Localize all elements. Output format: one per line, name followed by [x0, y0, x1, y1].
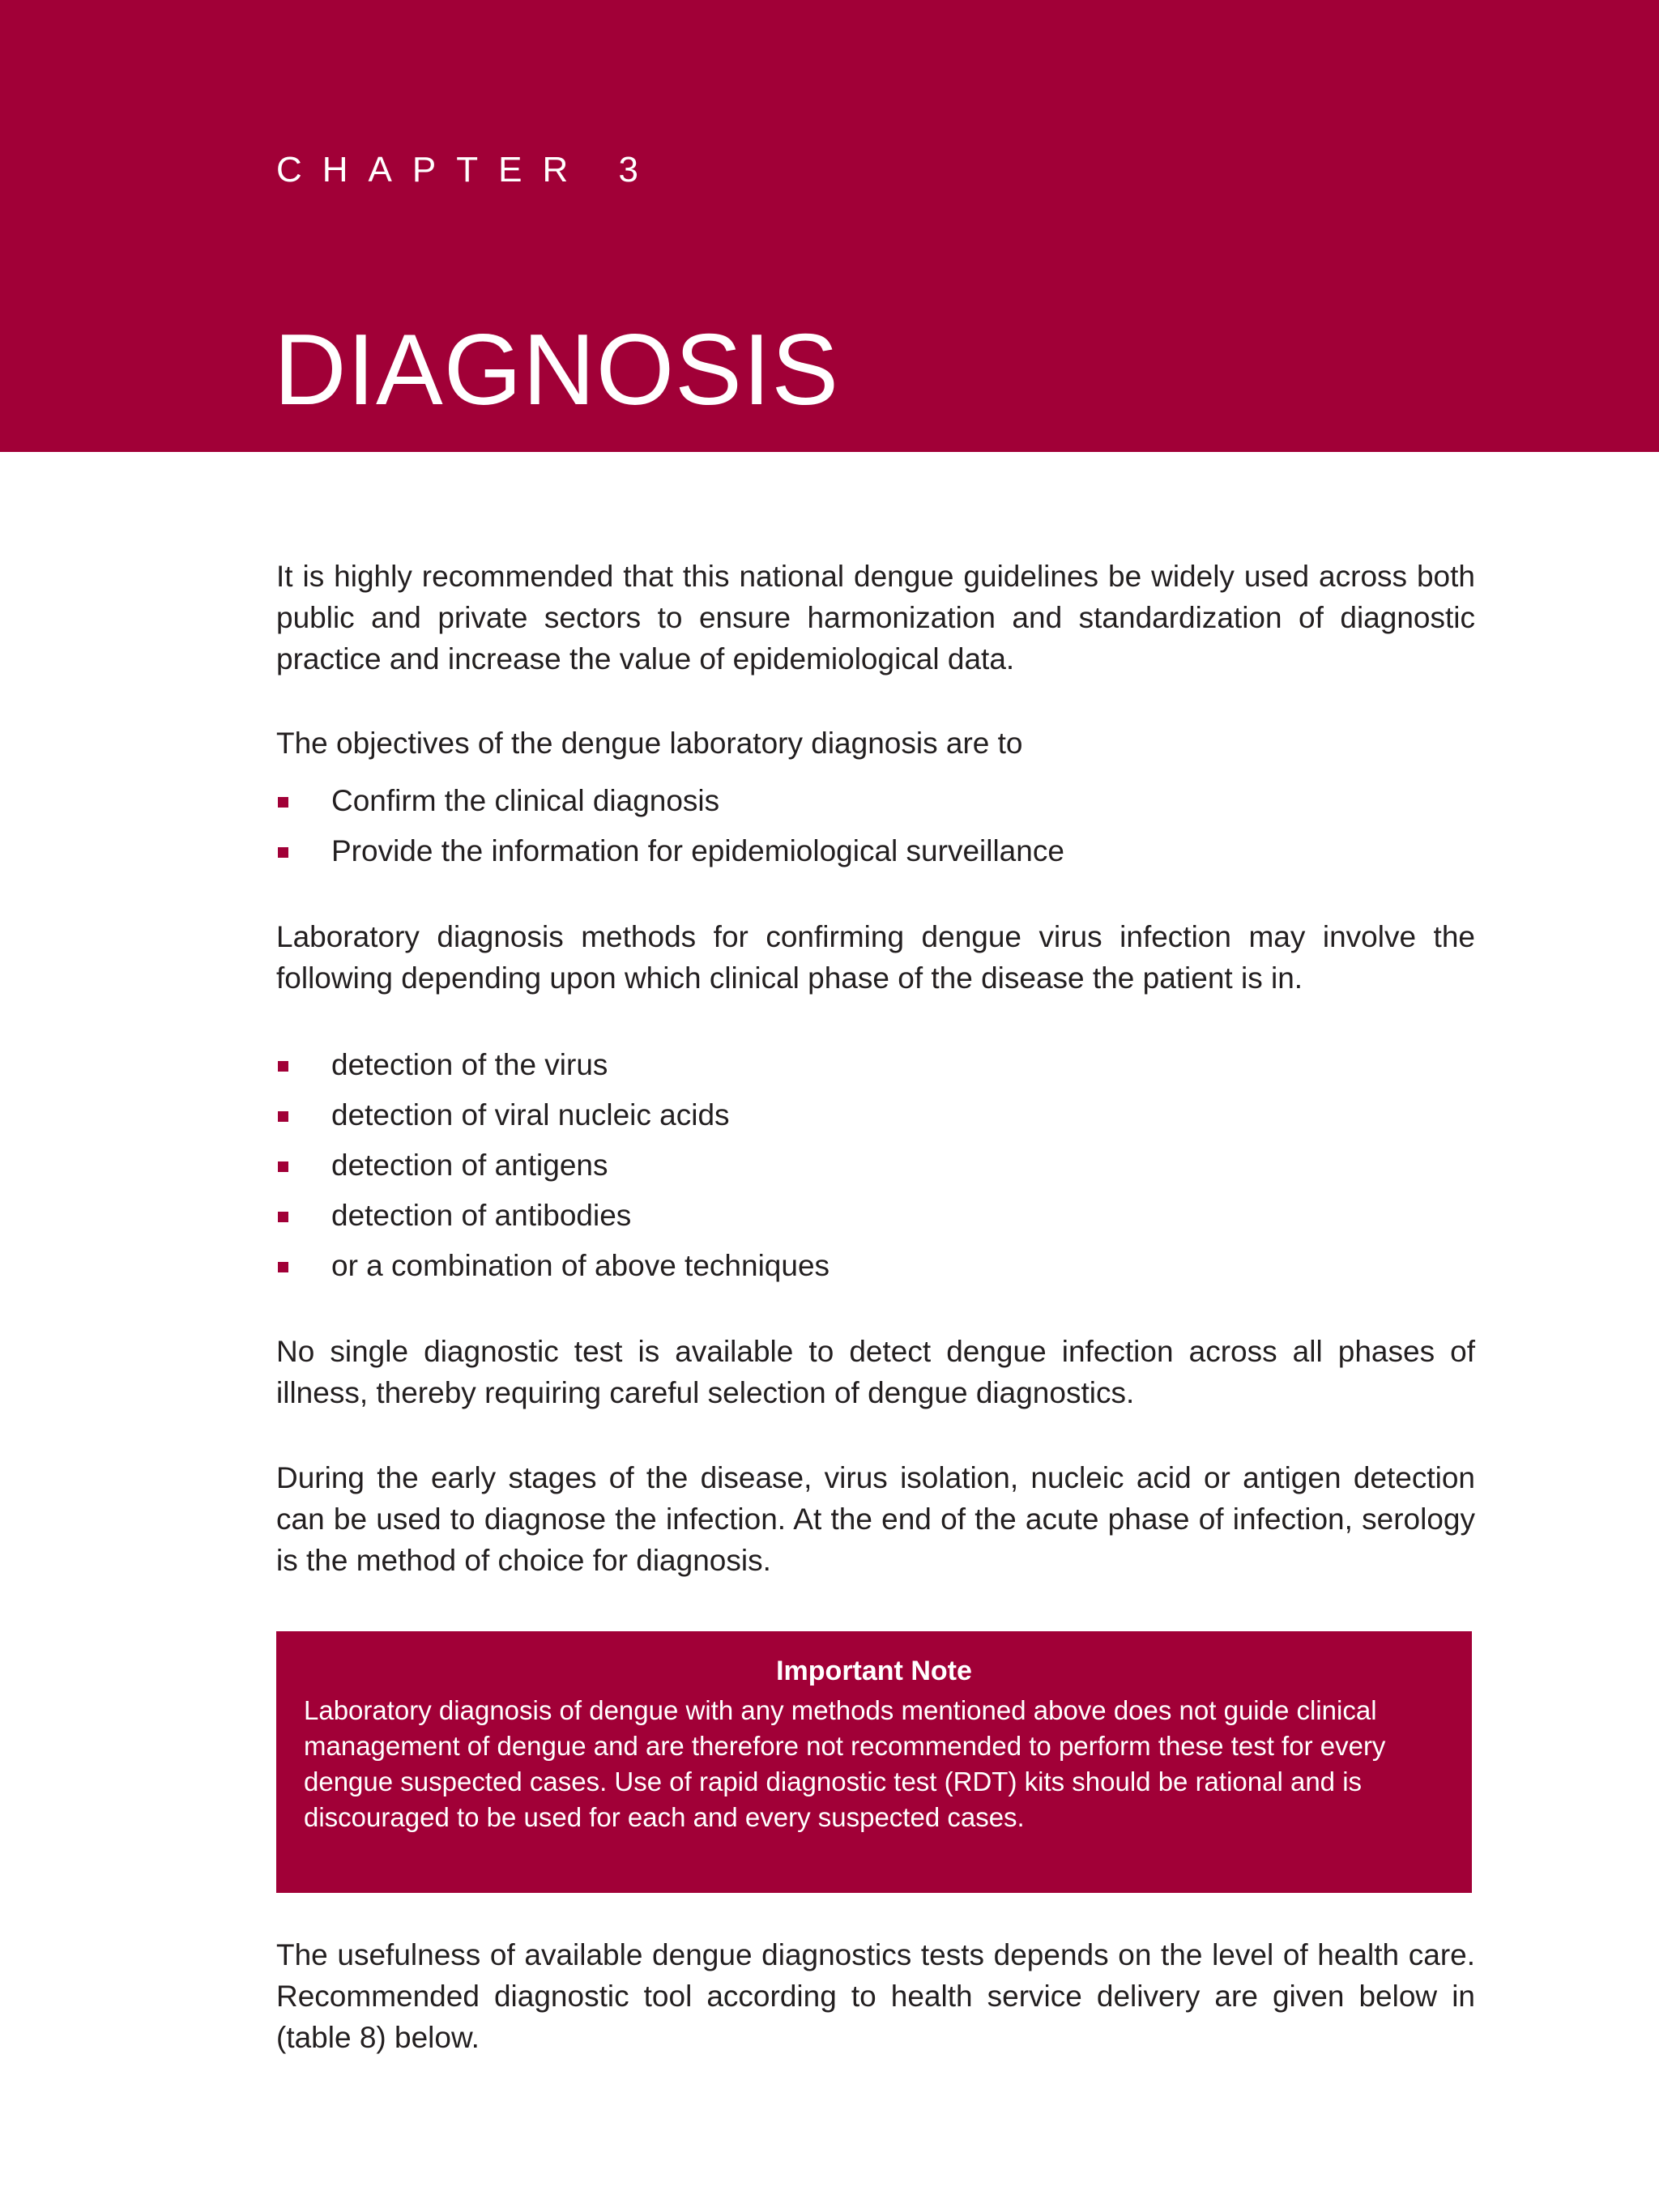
- list-item: [276, 830, 1475, 880]
- bullet-square-icon: [278, 1262, 288, 1272]
- list-item: [276, 780, 1475, 830]
- list-item: [276, 1144, 1475, 1195]
- list-item: [276, 1245, 1475, 1295]
- list-item: [276, 1195, 1475, 1245]
- list-item: [276, 1094, 1475, 1144]
- chapter-title: DIAGNOSIS: [274, 314, 840, 426]
- page-body: [276, 556, 1475, 1581]
- list-item-text: or a combination of above techniques: [331, 1249, 830, 1282]
- bullet-square-icon: [278, 847, 288, 858]
- usefulness-paragraph: The usefulness of available dengue diagnostics tests depends on the level of health care. Recommended diagnostic tool according to health service delivery are given below in (table 8) below.: [276, 1938, 1475, 2054]
- early-stages-paragraph: During the early stages of the disease, virus isolation, nucleic acid or antigen detection can be used to diagnose the infection. At the end of the acute phase of infection, serology is the method of choice for diagnosis.: [276, 1461, 1475, 1577]
- objectives-lead: The objectives of the dengue laboratory diagnosis are to: [276, 727, 1023, 760]
- list-item-text: Provide the information for epidemiological surveillance: [331, 834, 1064, 867]
- closing-section: [276, 1934, 1475, 2058]
- list-item-text: Confirm the clinical diagnosis: [331, 784, 720, 817]
- bullet-square-icon: [278, 1061, 288, 1072]
- list-item: [276, 1044, 1475, 1094]
- note-text: Laboratory diagnosis of dengue with any methods mentioned above does not guide clinical management of dengue and are therefore not recommended to perform these test for every dengue suspected cases. Use of rapid diagnostic test (RDT) kits should be rational and is discouraged to be used for each and every suspected cases.: [304, 1695, 1386, 1832]
- bullet-square-icon: [278, 1161, 288, 1172]
- intro-paragraph: It is highly recommended that this national dengue guidelines be widely used across both public and private sectors to ensure harmonization and standardization of diagnostic practice and increase the value of epidemiological data.: [276, 560, 1475, 676]
- list-item-text: detection of antibodies: [331, 1199, 632, 1232]
- chapter-label: CHAPTER 3: [276, 150, 659, 190]
- important-note-box: [276, 1631, 1472, 1893]
- no-single-test-paragraph: No single diagnostic test is available to detect dengue infection across all phases of illness, thereby requiring careful selection of dengue diagnostics.: [276, 1335, 1475, 1409]
- bullet-square-icon: [278, 797, 288, 808]
- bullet-square-icon: [278, 1212, 288, 1222]
- list-item-text: detection of the virus: [331, 1048, 608, 1081]
- list-item-text: detection of viral nucleic acids: [331, 1098, 730, 1132]
- list-item-text: detection of antigens: [331, 1149, 608, 1182]
- objectives-list: [276, 780, 1475, 880]
- note-title: Important Note: [776, 1656, 972, 1686]
- bullet-square-icon: [278, 1111, 288, 1122]
- chapter-header-band: [0, 0, 1659, 452]
- methods-list: [276, 1044, 1475, 1295]
- methods-lead: Laboratory diagnosis methods for confirming dengue virus infection may involve the following depending upon which clinical phase of the disease the patient is in.: [276, 920, 1475, 995]
